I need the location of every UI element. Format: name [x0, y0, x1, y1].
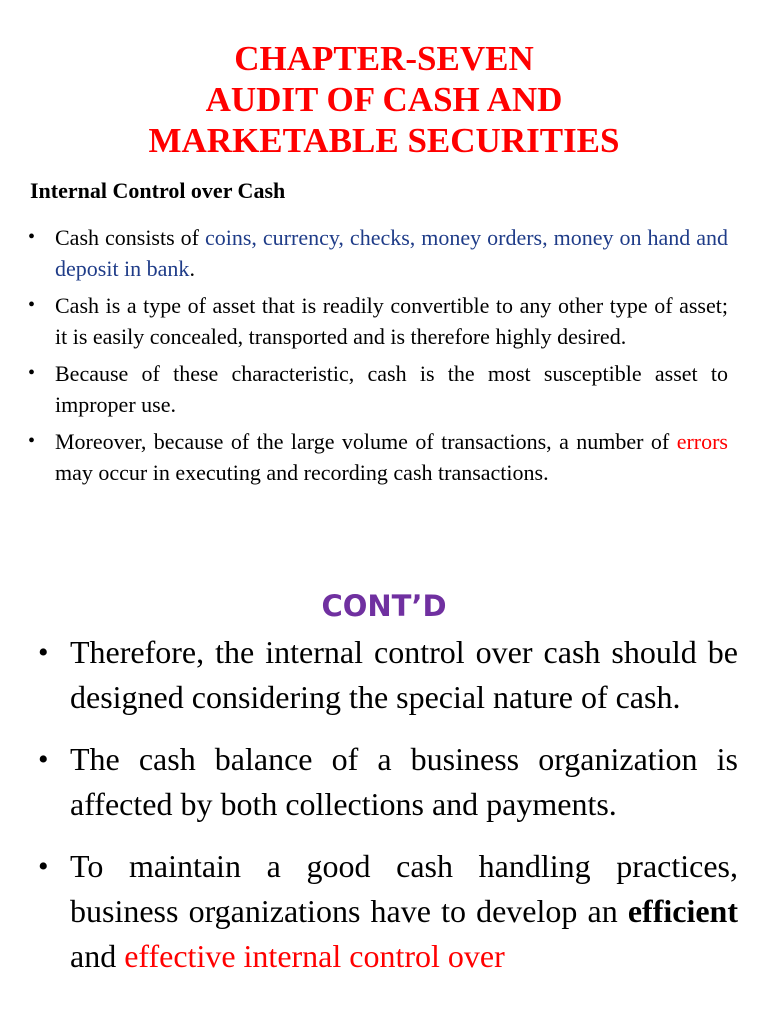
- list-item: [28, 358, 728, 420]
- bullet-icon: •: [38, 850, 49, 883]
- bullet-text: The cash balance of a business organization is affected by both collections and payments.: [70, 741, 738, 822]
- bullet-icon: •: [28, 226, 36, 248]
- bullet-icon: •: [28, 430, 36, 452]
- title-line-3: MARKETABLE SECURITIES: [148, 121, 620, 160]
- highlighted-text: coins, currency, checks, money orders, money on hand and deposit in bank: [55, 225, 729, 281]
- bullet-icon: •: [28, 362, 36, 384]
- slide-contd: [0, 580, 768, 1024]
- list-item: [38, 630, 738, 720]
- list-item: [28, 290, 728, 352]
- section-heading: Internal Control over Cash: [30, 178, 286, 203]
- bullet-text: may occur in executing and recording cash transactions.: [55, 460, 549, 485]
- bullet-icon: •: [28, 294, 36, 316]
- bullet-text: Cash consists of: [55, 225, 205, 250]
- list-item: [28, 426, 728, 488]
- list-item: [38, 844, 738, 979]
- bullet-text: .: [189, 256, 195, 281]
- slide-title: CONT’D: [321, 589, 447, 623]
- bullet-icon: •: [38, 636, 49, 669]
- bold-text: efficient: [627, 893, 738, 929]
- title-line-1: CHAPTER-SEVEN: [234, 39, 534, 78]
- bullet-list: [28, 222, 728, 494]
- bullet-list: [38, 630, 738, 996]
- highlighted-text: effective internal control over: [124, 938, 505, 974]
- highlighted-text: errors: [676, 429, 728, 454]
- bullet-text: and: [70, 938, 125, 974]
- bullet-icon: •: [38, 743, 49, 776]
- list-item: [38, 737, 738, 827]
- bullet-text: Cash is a type of asset that is readily convertible to any other type of asset; it is easily concealed, transported and is therefore highly desired.: [55, 293, 728, 349]
- bullet-text: Therefore, the internal control over cash should be designed considering the special nature of cash.: [70, 634, 738, 715]
- bullet-text: Because of these characteristic, cash is the most susceptible asset to improper use.: [55, 361, 728, 417]
- bullet-text: Moreover, because of the large volume of transactions, a number of: [55, 429, 677, 454]
- slide-title: [0, 38, 768, 161]
- list-item: [28, 222, 728, 284]
- bullet-text: To maintain a good cash handling practices, business organizations have to develop an: [70, 848, 738, 929]
- title-line-2: AUDIT OF CASH AND: [205, 80, 563, 119]
